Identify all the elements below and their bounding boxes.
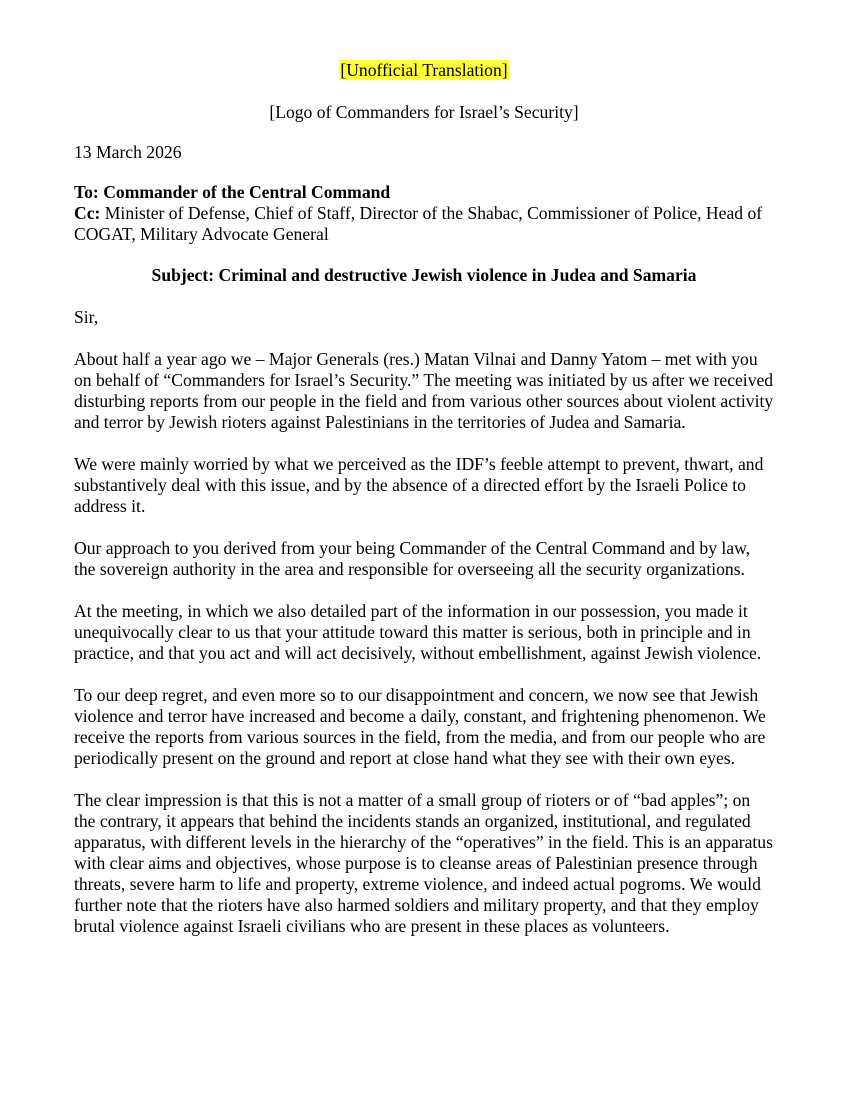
salutation: Sir, bbox=[74, 307, 99, 327]
paragraph-3: Our approach to you derived from your being Commander of the Central Command and by law, the sovereign authority in the area and responsible for overseeing all the security organizations. bbox=[74, 538, 751, 579]
logo-note: [Logo of Commanders for Israel’s Security] bbox=[269, 102, 579, 122]
to-label: To: bbox=[74, 182, 99, 202]
to-line bbox=[74, 182, 774, 203]
paragraph-2: We were mainly worried by what we perceived as the IDF’s feeble attempt to prevent, thwart, and substantively deal with this issue, and by the absence of a directed effort by the Israeli Police to address it. bbox=[74, 454, 764, 516]
addressee-block bbox=[74, 182, 774, 245]
cc-value: Minister of Defense, Chief of Staff, Director of the Shabac, Commissioner of Police, Head of COGAT, Military Advocate General bbox=[74, 203, 763, 244]
letter-page bbox=[74, 60, 774, 937]
translation-note-line bbox=[74, 60, 774, 81]
paragraph-6: The clear impression is that this is not a matter of a small group of rioters or of “bad apples”; on the contrary, it appears that behind the incidents stands an organized, institutional, and regulated apparatus, with different levels in the hierarchy of the “operatives” in the field. This is an apparatus with clear aims and objectives, whose purpose is to cleanse areas of Palestinian presence through threats, severe harm to life and property, extreme violence, and indeed actual pogroms. We would further note that the rioters have also harmed soldiers and military property, and that they employ brutal violence against Israeli civilians who are present in these places as volunteers. bbox=[74, 790, 773, 936]
paragraph-4: At the meeting, in which we also detailed part of the information in our possession, you made it unequivocally clear to us that your attitude toward this matter is serious, both in principle and in practice, and that you act and will act decisively, without embellishment, against Jewish violence. bbox=[74, 601, 762, 663]
cc-line bbox=[74, 203, 774, 245]
letter-date: 13 March 2026 bbox=[74, 142, 182, 162]
subject-line: Subject: Criminal and destructive Jewish violence in Judea and Samaria bbox=[151, 265, 697, 285]
translation-note: [Unofficial Translation] bbox=[340, 60, 508, 80]
to-value: Commander of the Central Command bbox=[103, 182, 391, 202]
cc-label: Cc: bbox=[74, 203, 101, 223]
paragraph-1: About half a year ago we – Major Generals (res.) Matan Vilnai and Danny Yatom – met with you on behalf of “Commanders for Israel’s Security.” The meeting was initiated by us after we received disturbing reports from our people in the field and from various other sources about violent activity and terror by Jewish rioters against Palestinians in the territories of Judea and Samaria. bbox=[74, 349, 774, 432]
paragraph-5: To our deep regret, and even more so to our disappointment and concern, we now see that Jewish violence and terror have increased and become a daily, constant, and frightening phenomenon. We receive the reports from various sources in the field, from the media, and from our people who are periodically present on the ground and report at close hand what they see with their own eyes. bbox=[74, 685, 766, 768]
